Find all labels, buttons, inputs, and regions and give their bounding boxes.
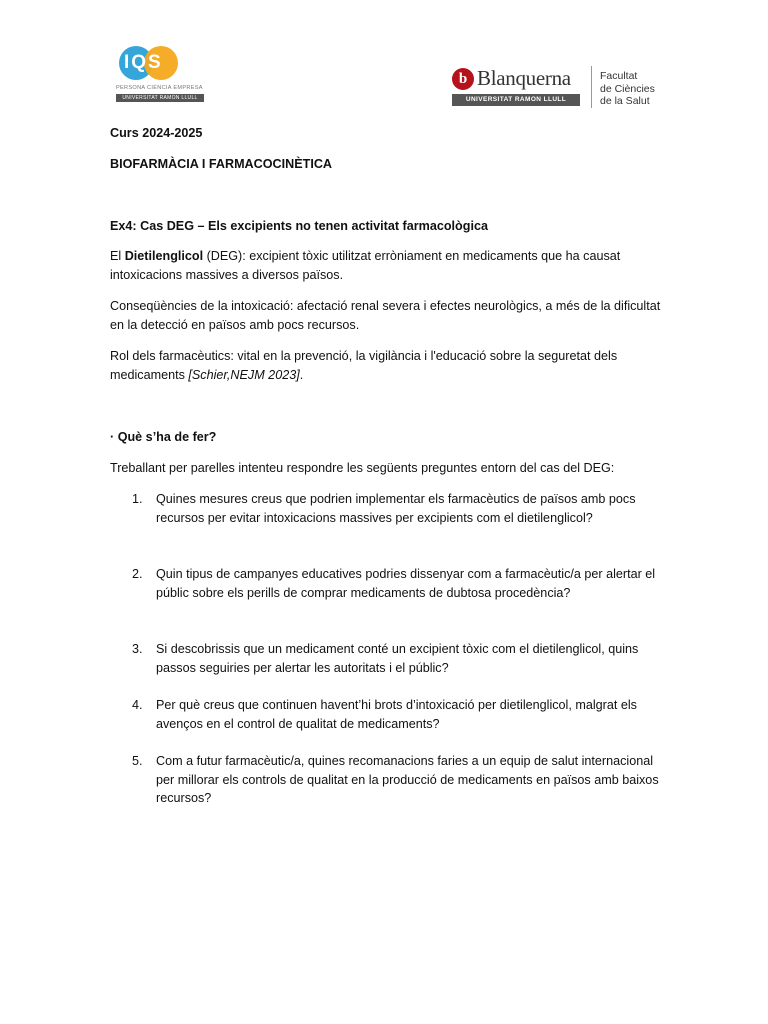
blanquerna-name: Blanquerna xyxy=(477,66,571,90)
iqs-university-bar: UNIVERSITAT RAMON LLULL xyxy=(116,94,204,102)
blanquerna-logo xyxy=(452,66,662,110)
question-number: 4. xyxy=(132,698,143,712)
question-text: Quines mesures creus que podrien implementar els farmacèutics de països amb pocs recursos per evitar intoxicacions massives per excipients com el dietilenglicol? xyxy=(156,492,636,525)
question-number: 1. xyxy=(132,492,143,506)
faculty-name: Facultat de Ciències de la Salut xyxy=(600,70,655,107)
intro-paragraph-2: Conseqüències de la intoxicació: afectació renal severa i efectes neurològics, a més de la dificultat en la detecció en països amb pocs recursos. xyxy=(110,299,661,332)
question-number: 3. xyxy=(132,642,143,656)
section-heading: · Què s’ha de fer? xyxy=(110,430,217,444)
question-text: Quin tipus de campanyes educatives podries dissenyar com a farmacèutic/a per alertar el públic sobre els perills de comprar medicaments de dubtosa procedència? xyxy=(156,567,656,600)
question-text: Com a futur farmacèutic/a, quines recomanacions faries a un equip de salut internacional per millorar els controls de qualitat en la producció de medicaments en països amb baixos recursos? xyxy=(156,754,659,805)
course-year: Curs 2024-2025 xyxy=(110,126,203,140)
instructions: Treballant per parelles intenteu respondre les següents preguntes entorn del cas del DEG: xyxy=(110,461,615,475)
blanquerna-university-bar: UNIVERSITAT RAMON LLULL xyxy=(452,94,580,106)
question-text: Per què creus que continuen havent’hi brots d’intoxicació per dietilenglicol, malgrat els avenços en el control de qualitat de medicaments? xyxy=(156,698,637,731)
subject-title: BIOFARMÀCIA I FARMACOCINÈTICA xyxy=(110,157,333,171)
logo-divider xyxy=(591,66,592,108)
question-number: 5. xyxy=(132,754,143,768)
iqs-logo-circles xyxy=(116,46,178,86)
question-text: Si descobrissis que un medicament conté un excipient tòxic com el dietilenglicol, quins passos seguiries per alertar les autoritats i el públic? xyxy=(156,642,639,675)
iqs-logo xyxy=(112,44,208,106)
exercise-title: Ex4: Cas DEG – Els excipients no tenen activitat farmacològica xyxy=(110,219,488,233)
iqs-tagline: PERSONA CIÈNCIA EMPRESA xyxy=(116,85,203,91)
intro-paragraph-1: El Dietilenglicol (DEG): excipient tòxic utilitzat erròniament en medicaments que ha causat intoxicacions massives a diversos països. xyxy=(110,249,621,282)
citation: [Schier,NEJM 2023] xyxy=(188,367,300,382)
blanquerna-mark-icon: b xyxy=(452,68,474,90)
iqs-logo-text: IQS xyxy=(124,52,163,73)
deg-term: Dietilenglicol xyxy=(124,249,204,263)
intro-paragraph-3: Rol dels farmacèutics: vital en la prevenció, la vigilància i l'educació sobre la seguretat dels medicaments [Schier,NEJM 2023]. xyxy=(110,349,618,382)
question-number: 2. xyxy=(132,567,143,581)
